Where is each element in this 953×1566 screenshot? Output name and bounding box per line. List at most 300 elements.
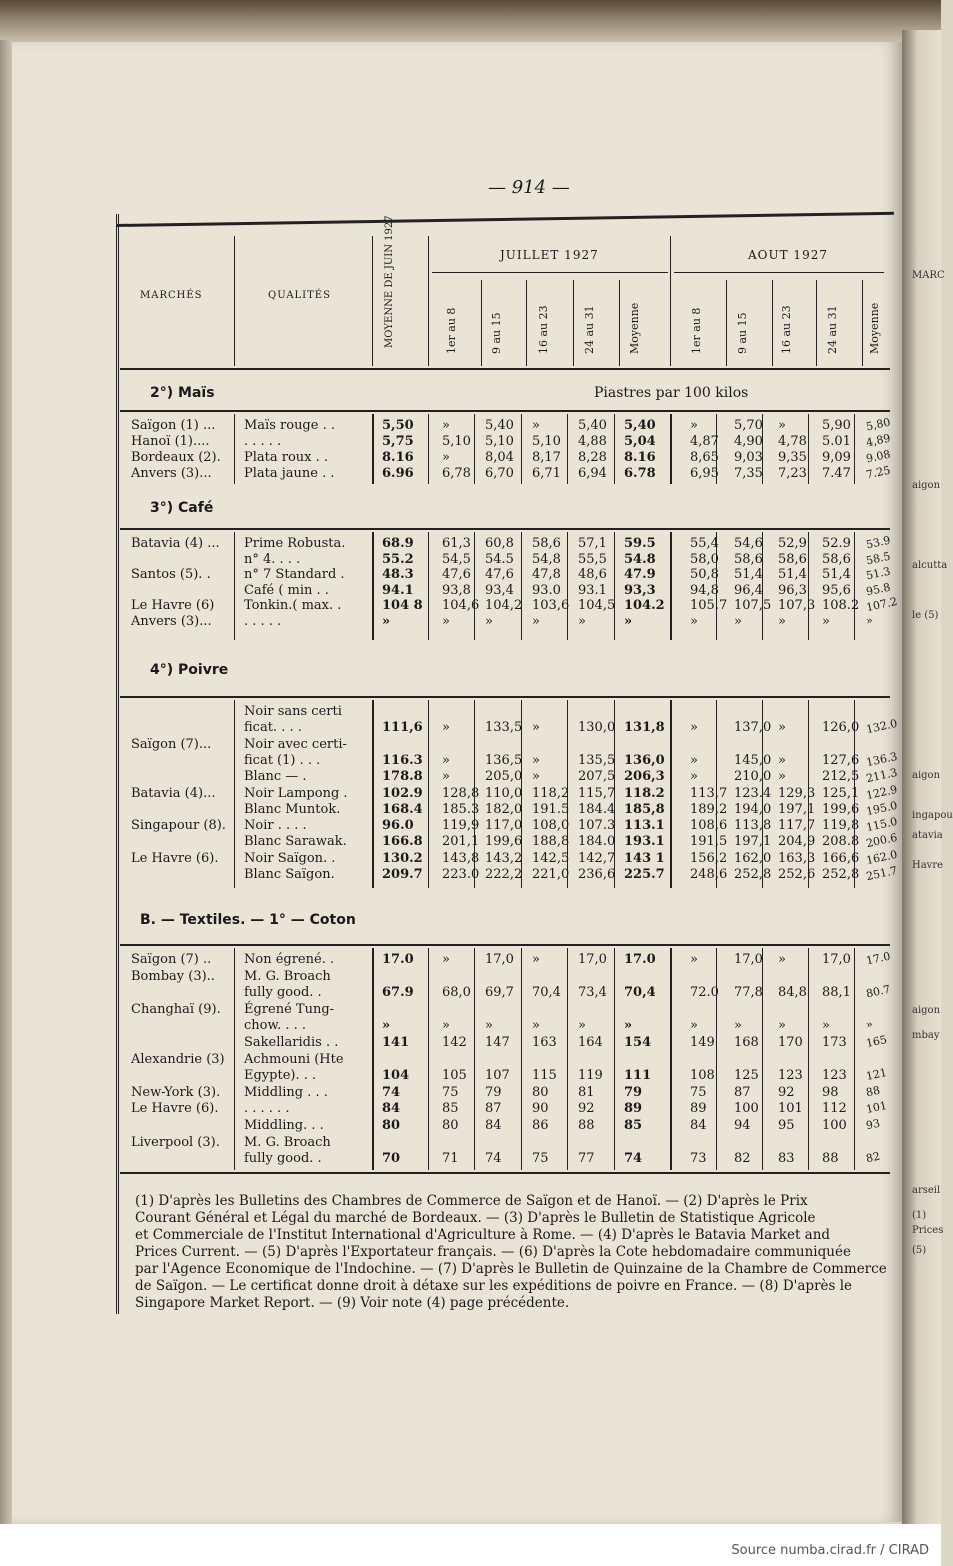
juillet-value-cell: 111 xyxy=(624,1068,652,1084)
table-row xyxy=(0,1002,900,1018)
juillet-value-cell: 142,7 xyxy=(578,850,616,866)
quality-cell: M. G. Broach xyxy=(244,1134,331,1150)
col-rule xyxy=(862,280,863,366)
juillet-value-cell: 5,10 xyxy=(442,434,471,449)
table-row xyxy=(0,1101,900,1117)
market-cell: Batavia (4) ... xyxy=(131,536,220,551)
aout-value-cell: 108,6 xyxy=(690,818,728,834)
juillet-value-cell: 136,0 xyxy=(624,752,665,768)
juin-average-cell: 96.0 xyxy=(382,818,414,834)
aout-value-cell: 9,35 xyxy=(778,450,807,465)
header-juillet-rule xyxy=(432,272,668,273)
juillet-value-cell: 5,40 xyxy=(578,418,607,433)
aout-value-cell: 95 xyxy=(778,1118,795,1133)
juillet-value-cell: » xyxy=(532,418,540,433)
facing-page-text: aigon xyxy=(912,480,941,491)
quality-cell: Café ( min . . xyxy=(244,582,329,598)
facing-page-text: atavia xyxy=(912,830,943,841)
juillet-value-cell: 115,7 xyxy=(578,785,616,801)
aout-value-cell: 52,9 xyxy=(778,536,807,551)
table-row xyxy=(0,533,900,552)
facing-page-text: Prices xyxy=(912,1225,944,1236)
aout-value-cell: 165 xyxy=(864,1032,889,1051)
aout-value-cell: 101 xyxy=(778,1101,803,1117)
aout-value-cell: 7,35 xyxy=(734,466,763,481)
aout-value-cell: 58,0 xyxy=(690,551,719,567)
aout-value-cell: 119,8 xyxy=(822,818,860,834)
aout-value-cell: 75 xyxy=(690,1084,707,1100)
juillet-value-cell: 93,8 xyxy=(442,582,471,598)
market-cell: Bordeaux (2). xyxy=(131,450,221,465)
section-rule xyxy=(120,696,890,698)
quality-cell: Blanc Saïgon. xyxy=(244,867,335,882)
quality-cell: chow. . . . xyxy=(244,1018,306,1034)
aout-value-cell: » xyxy=(778,752,786,768)
juin-average-cell: 116.3 xyxy=(382,752,423,768)
footnote-line: Courant Général et Légal du marché de Bordeaux. — (3) D'après le Bulletin de Statistique Agricole xyxy=(135,1210,816,1226)
aout-value-cell: 101 xyxy=(864,1099,889,1117)
juin-average-cell: 141 xyxy=(382,1035,410,1050)
aout-value-cell: 212,5 xyxy=(822,769,860,785)
juin-average-cell: 111,6 xyxy=(382,720,423,736)
aout-value-cell: 53.9 xyxy=(864,533,892,552)
header-juillet: JUILLET 1927 xyxy=(500,248,599,262)
juillet-value-cell: 113.1 xyxy=(624,818,665,834)
col-rule xyxy=(772,280,773,366)
quality-cell: . . . . . . xyxy=(244,1101,290,1117)
table-row xyxy=(0,847,900,867)
juillet-value-cell: 6,94 xyxy=(578,466,607,481)
juillet-value-cell: » xyxy=(442,613,450,629)
aout-value-cell: 108.2 xyxy=(822,598,860,613)
juillet-value-cell: 104,2 xyxy=(485,598,523,613)
aout-value-cell: 123 xyxy=(822,1068,847,1084)
aout-value-cell: » xyxy=(690,1018,698,1034)
facing-page-text: Havre xyxy=(912,860,944,871)
juillet-value-cell: » xyxy=(532,769,540,785)
table-row xyxy=(0,415,900,434)
quality-cell: Maïs rouge . . xyxy=(244,418,335,433)
quality-cell: fully good. . xyxy=(244,1151,322,1167)
quality-cell: Blanc Muntok. xyxy=(244,801,341,817)
juillet-value-cell: 107 xyxy=(485,1068,510,1084)
quality-cell: Blanc — . xyxy=(244,769,307,785)
juillet-value-cell: 221,0 xyxy=(532,867,570,882)
juillet-value-cell: 17,0 xyxy=(485,952,514,967)
juillet-value-cell: » xyxy=(442,450,450,465)
aout-value-cell: 252,8 xyxy=(822,867,860,882)
juillet-value-cell: 119,9 xyxy=(442,818,480,834)
juillet-value-cell: 80 xyxy=(442,1118,459,1133)
juillet-value-cell: 118,2 xyxy=(532,785,570,801)
juillet-value-cell: 143,2 xyxy=(485,850,523,866)
juillet-value-cell: 80 xyxy=(532,1084,549,1100)
aout-value-cell: 51,4 xyxy=(778,567,807,582)
aout-value-cell: 87 xyxy=(734,1084,751,1100)
aout-value-cell: 7.47 xyxy=(822,466,851,481)
juin-average-cell: 74 xyxy=(382,1084,401,1100)
aout-value-cell: 123.4 xyxy=(734,785,772,801)
aout-value-cell: 94 xyxy=(734,1118,751,1133)
juillet-value-cell: 205,0 xyxy=(485,769,523,785)
aout-value-cell: 84,8 xyxy=(778,985,807,1001)
aout-value-cell: 9,03 xyxy=(734,450,763,465)
juillet-value-cell: 222,2 xyxy=(485,867,523,882)
quality-cell: . . . . . xyxy=(244,434,282,449)
section-rule xyxy=(120,410,890,412)
juillet-value-cell: 93,3 xyxy=(624,582,656,598)
juillet-value-cell: » xyxy=(532,952,540,967)
aout-value-cell: 194,0 xyxy=(734,801,772,817)
juillet-value-cell: 103,6 xyxy=(532,598,570,613)
aout-value-cell: 129,3 xyxy=(778,785,816,801)
aout-value-cell: 107,5 xyxy=(734,598,772,613)
col-rule xyxy=(726,280,727,366)
aout-value-cell: 105.7 xyxy=(690,598,728,613)
header-juillet-period: Moyenne xyxy=(628,302,641,354)
aout-value-cell: 251.7 xyxy=(864,863,899,884)
aout-value-cell: 84 xyxy=(690,1118,707,1133)
juillet-value-cell: » xyxy=(442,720,450,736)
juin-average-cell: 84 xyxy=(382,1101,401,1117)
juillet-value-cell: 47,8 xyxy=(532,567,561,582)
juillet-value-cell: » xyxy=(532,1018,540,1034)
table-row xyxy=(0,982,900,1001)
market-cell: Le Havre (6). xyxy=(131,850,219,866)
juillet-value-cell: 188,8 xyxy=(532,834,570,850)
aout-value-cell: 127,6 xyxy=(822,752,860,768)
juillet-value-cell: » xyxy=(442,769,450,785)
facing-page-text: le (5) xyxy=(912,610,939,621)
market-cell: Batavia (4)... xyxy=(131,785,216,801)
table-row xyxy=(0,447,900,466)
juillet-value-cell: 69,7 xyxy=(485,985,514,1001)
footnote-line: de Saïgon. — Le certificat donne droit à détaxe sur les expéditions de poivre en France. — (8) D'après le xyxy=(135,1278,853,1294)
juin-average-cell: 166.8 xyxy=(382,834,423,850)
header-juillet-period: 16 au 23 xyxy=(537,305,550,354)
juin-average-cell: 17.0 xyxy=(382,952,414,967)
aout-value-cell: 88 xyxy=(822,1151,839,1167)
quality-cell: Plata jaune . . xyxy=(244,466,335,481)
table-bottom-rule xyxy=(120,1172,890,1174)
aout-value-cell: 9,09 xyxy=(822,450,851,465)
market-cell: Anvers (3)... xyxy=(131,613,212,629)
aout-value-cell: » xyxy=(734,613,742,629)
juillet-value-cell: » xyxy=(442,1018,450,1034)
aout-value-cell: 117,7 xyxy=(778,818,816,834)
aout-value-cell: 96,3 xyxy=(778,582,807,598)
quality-cell: ficat. . . . xyxy=(244,720,302,736)
table-row xyxy=(0,1068,900,1084)
aout-value-cell: 17,0 xyxy=(734,952,763,967)
juillet-value-cell: 110,0 xyxy=(485,785,523,801)
market-cell: Le Havre (6). xyxy=(131,1101,219,1117)
aout-value-cell: 83 xyxy=(778,1151,795,1167)
juillet-value-cell: 74 xyxy=(624,1151,643,1167)
juin-average-cell: 104 xyxy=(382,1068,410,1084)
juillet-value-cell: 73,4 xyxy=(578,985,607,1001)
table-row xyxy=(0,863,900,884)
market-cell: Changhaï (9). xyxy=(131,1001,221,1017)
juillet-value-cell: 70,4 xyxy=(624,985,656,1001)
juillet-value-cell: 5,10 xyxy=(532,434,561,449)
juin-average-cell: 70 xyxy=(382,1151,401,1167)
juin-average-cell: 102.9 xyxy=(382,785,423,801)
aout-value-cell: 51,4 xyxy=(734,567,763,582)
aout-value-cell: 52.9 xyxy=(822,536,851,551)
facing-page-text: (5) xyxy=(912,1245,927,1256)
quality-cell: . . . . . xyxy=(244,613,282,629)
aout-value-cell: 4,89 xyxy=(864,431,892,450)
juillet-value-cell: 88 xyxy=(578,1118,595,1133)
footnotes xyxy=(135,1193,895,1312)
section-title: 4°) Poivre xyxy=(150,662,229,678)
aout-value-cell: 200.6 xyxy=(864,831,899,851)
juillet-value-cell: 54,8 xyxy=(532,551,561,567)
aout-value-cell: 197,1 xyxy=(778,801,816,817)
market-cell: Alexandrie (3) xyxy=(131,1051,225,1067)
quality-cell: n° 4. . . . xyxy=(244,551,301,567)
aout-value-cell: 113,7 xyxy=(690,785,728,801)
market-cell: Santos (5). . xyxy=(131,567,211,582)
aout-value-cell: 96,4 xyxy=(734,582,763,598)
aout-value-cell: 149 xyxy=(690,1035,715,1050)
juillet-value-cell: 108,0 xyxy=(532,818,570,834)
aout-value-cell: 54,6 xyxy=(734,536,763,551)
header-moyenne-juin: MOYENNE DE JUIN 1927 xyxy=(384,215,395,348)
footnote-line: Prices Current. — (5) D'après l'Exportateur français. — (6) D'après la Cote hebdomadaire communiquée xyxy=(135,1244,851,1260)
aout-value-cell: » xyxy=(778,1018,786,1034)
juillet-value-cell: 191.5 xyxy=(532,801,570,817)
aout-value-cell: 108 xyxy=(690,1068,715,1084)
juillet-value-cell: 8.16 xyxy=(624,450,656,465)
juillet-value-cell: » xyxy=(485,1018,493,1034)
juillet-value-cell: 5,40 xyxy=(624,418,656,433)
juin-average-cell: » xyxy=(382,613,391,629)
juillet-value-cell: 57,1 xyxy=(578,536,607,551)
juillet-value-cell: 93,4 xyxy=(485,582,514,598)
juillet-value-cell: 154 xyxy=(624,1035,652,1050)
section-rule xyxy=(120,944,890,946)
juillet-value-cell: 47,6 xyxy=(485,567,514,582)
quality-cell: Blanc Sarawak. xyxy=(244,834,347,850)
quality-cell: Middling . . . xyxy=(244,1084,328,1100)
juillet-value-cell: 133,5 xyxy=(485,720,523,736)
quality-cell: Noir Lampong . xyxy=(244,785,348,801)
juillet-value-cell: 130,0 xyxy=(578,720,616,736)
juillet-value-cell: » xyxy=(624,1018,633,1034)
juin-average-cell: 130.2 xyxy=(382,850,423,866)
quality-cell: Noir sans certi xyxy=(244,704,342,719)
aout-value-cell: 50,8 xyxy=(690,567,719,582)
aout-value-cell: 88 xyxy=(864,1083,882,1100)
juillet-value-cell: 54,5 xyxy=(442,551,471,567)
table-row xyxy=(0,564,900,583)
quality-cell: fully good. . xyxy=(244,985,322,1001)
aout-value-cell: » xyxy=(778,952,786,967)
juillet-value-cell: 93.1 xyxy=(578,582,607,598)
aout-value-cell: 58.5 xyxy=(864,549,892,567)
page-number: — 914 — xyxy=(488,177,570,198)
market-cell: Bombay (3).. xyxy=(131,968,215,984)
facing-page-text: aigon xyxy=(912,770,941,781)
juillet-value-cell: 115 xyxy=(532,1068,557,1084)
col-rule xyxy=(816,280,817,366)
juillet-value-cell: » xyxy=(442,952,450,967)
header-bottom-rule xyxy=(120,368,890,370)
aout-value-cell: 51.3 xyxy=(864,564,892,583)
aout-value-cell: 173 xyxy=(822,1035,847,1050)
header-aout-rule xyxy=(674,272,884,273)
unit-label: Piastres par 100 kilos xyxy=(594,385,749,401)
juillet-value-cell: 182,0 xyxy=(485,801,523,817)
market-cell: Liverpool (3). xyxy=(131,1134,220,1150)
table-row xyxy=(0,717,900,737)
market-cell: Hanoï (1).... xyxy=(131,434,210,449)
juillet-value-cell: 128,8 xyxy=(442,785,480,801)
facing-page-text: arseil xyxy=(912,1185,941,1196)
juillet-value-cell: » xyxy=(532,613,540,629)
table-row xyxy=(0,614,900,630)
juillet-value-cell: 143,8 xyxy=(442,850,480,866)
col-rule xyxy=(372,236,373,366)
facing-page-text: (1) xyxy=(912,1210,927,1221)
aout-value-cell: 77,8 xyxy=(734,985,763,1001)
juillet-value-cell: 71 xyxy=(442,1151,459,1167)
aout-value-cell: 199,6 xyxy=(822,801,860,817)
quality-cell: Sakellaridis . . xyxy=(244,1035,339,1050)
quality-cell: M. G. Broach xyxy=(244,968,331,984)
table-row xyxy=(0,1018,900,1034)
aout-value-cell: 204,9 xyxy=(778,834,816,850)
table-row xyxy=(0,766,900,786)
aout-value-cell: » xyxy=(778,720,786,736)
juillet-value-cell: 17,0 xyxy=(578,952,607,967)
juillet-value-cell: 184.4 xyxy=(578,801,616,817)
aout-value-cell: 5.01 xyxy=(822,434,851,449)
aout-value-cell: » xyxy=(778,418,786,433)
facing-page-edge xyxy=(902,30,953,1530)
juillet-value-cell: 107.3 xyxy=(578,818,616,834)
juin-average-cell: » xyxy=(382,1018,391,1034)
aout-value-cell: 211.3 xyxy=(864,766,899,786)
table-row xyxy=(0,1151,900,1167)
aout-value-cell: 95,6 xyxy=(822,582,851,598)
juin-average-cell: 94.1 xyxy=(382,582,414,598)
juillet-value-cell: 5,10 xyxy=(485,434,514,449)
juillet-value-cell: 136,5 xyxy=(485,752,523,768)
juillet-value-cell: 17.0 xyxy=(624,952,656,967)
table-row xyxy=(0,704,900,720)
aout-value-cell: 107,3 xyxy=(778,598,816,613)
juillet-value-cell: 61,3 xyxy=(442,536,471,551)
quality-cell: Égrené Tung- xyxy=(244,1001,335,1017)
aout-value-cell: 82 xyxy=(734,1151,751,1167)
juillet-value-cell: 163 xyxy=(532,1035,557,1050)
section-title: B. — Textiles. — 1° — Coton xyxy=(140,912,356,928)
juillet-value-cell: » xyxy=(485,613,493,629)
juillet-value-cell: 8,04 xyxy=(485,450,514,465)
juillet-value-cell: 77 xyxy=(578,1151,595,1167)
aout-value-cell: » xyxy=(822,613,830,629)
source-credit: Source numba.cirad.fr / CIRAD xyxy=(731,1543,929,1558)
table-row xyxy=(0,463,900,482)
aout-value-cell: 7,23 xyxy=(778,466,807,481)
juillet-value-cell: 85 xyxy=(442,1101,459,1117)
aout-value-cell: 5,70 xyxy=(734,418,763,433)
header-juillet-period: 24 au 31 xyxy=(583,305,596,354)
aout-value-cell: 191,5 xyxy=(690,834,728,850)
juillet-value-cell: 131,8 xyxy=(624,720,665,736)
juillet-value-cell: 8,28 xyxy=(578,450,607,465)
juillet-value-cell: 90 xyxy=(532,1101,549,1117)
juillet-value-cell: 6.78 xyxy=(624,466,656,481)
col-rule xyxy=(481,280,482,366)
juillet-value-cell: 89 xyxy=(624,1101,643,1117)
juillet-value-cell: 60,8 xyxy=(485,536,514,551)
aout-value-cell: 4,87 xyxy=(690,434,719,449)
aout-value-cell: 100 xyxy=(734,1101,759,1117)
table-row xyxy=(0,580,900,599)
juillet-value-cell: » xyxy=(532,720,540,736)
juillet-value-cell: 5,04 xyxy=(624,434,656,449)
market-cell: New-York (3). xyxy=(131,1084,221,1100)
aout-value-cell: 92 xyxy=(778,1084,795,1100)
table-row xyxy=(0,594,900,615)
juillet-value-cell: 47.9 xyxy=(624,567,656,582)
juillet-value-cell: 223.0 xyxy=(442,867,480,882)
juillet-value-cell: 147 xyxy=(485,1035,510,1050)
aout-value-cell: 112 xyxy=(822,1101,847,1117)
juillet-value-cell: 81 xyxy=(578,1084,595,1100)
quality-cell: Middling. . . xyxy=(244,1118,324,1133)
aout-value-cell: 5,90 xyxy=(822,418,851,433)
aout-value-cell: 136.3 xyxy=(864,749,899,770)
col-rule xyxy=(573,280,574,366)
juillet-value-cell: 47,6 xyxy=(442,567,471,582)
col-rule xyxy=(619,280,620,366)
juillet-value-cell: » xyxy=(624,613,633,629)
aout-value-cell: » xyxy=(778,613,786,629)
quality-cell: Plata roux . . xyxy=(244,450,329,465)
juillet-value-cell: 185,8 xyxy=(624,801,665,817)
aout-value-cell: 82 xyxy=(864,1149,882,1166)
facing-page-text: ingapou xyxy=(912,810,953,821)
juin-average-cell: 5,50 xyxy=(382,418,414,433)
juillet-value-cell: 75 xyxy=(442,1084,459,1100)
aout-value-cell: 72.0 xyxy=(690,985,719,1001)
book-top-edge xyxy=(0,0,941,46)
juillet-value-cell: 4,88 xyxy=(578,434,607,449)
juillet-value-cell: 104.2 xyxy=(624,598,665,613)
footnote-line: et Commerciale de l'Institut International d'Agriculture à Rome. — (4) D'après le Batavia Market and xyxy=(135,1227,831,1243)
juin-average-cell: 68.9 xyxy=(382,536,414,551)
aout-value-cell: 9.08 xyxy=(864,447,892,466)
juillet-value-cell: 206,3 xyxy=(624,769,665,785)
table-row xyxy=(0,831,900,851)
aout-value-cell: 88,1 xyxy=(822,985,851,1001)
juillet-value-cell: 193.1 xyxy=(624,834,665,850)
aout-value-cell: 126,0 xyxy=(822,720,860,736)
market-cell: Anvers (3)... xyxy=(131,466,212,481)
table-row xyxy=(0,1118,900,1134)
header-aout-period: 1er au 8 xyxy=(690,307,703,354)
aout-value-cell: 252,8 xyxy=(734,867,772,882)
juillet-value-cell: 55,5 xyxy=(578,551,607,567)
juillet-value-cell: 6,71 xyxy=(532,466,561,481)
table-row xyxy=(0,431,900,450)
table-row xyxy=(0,814,900,835)
